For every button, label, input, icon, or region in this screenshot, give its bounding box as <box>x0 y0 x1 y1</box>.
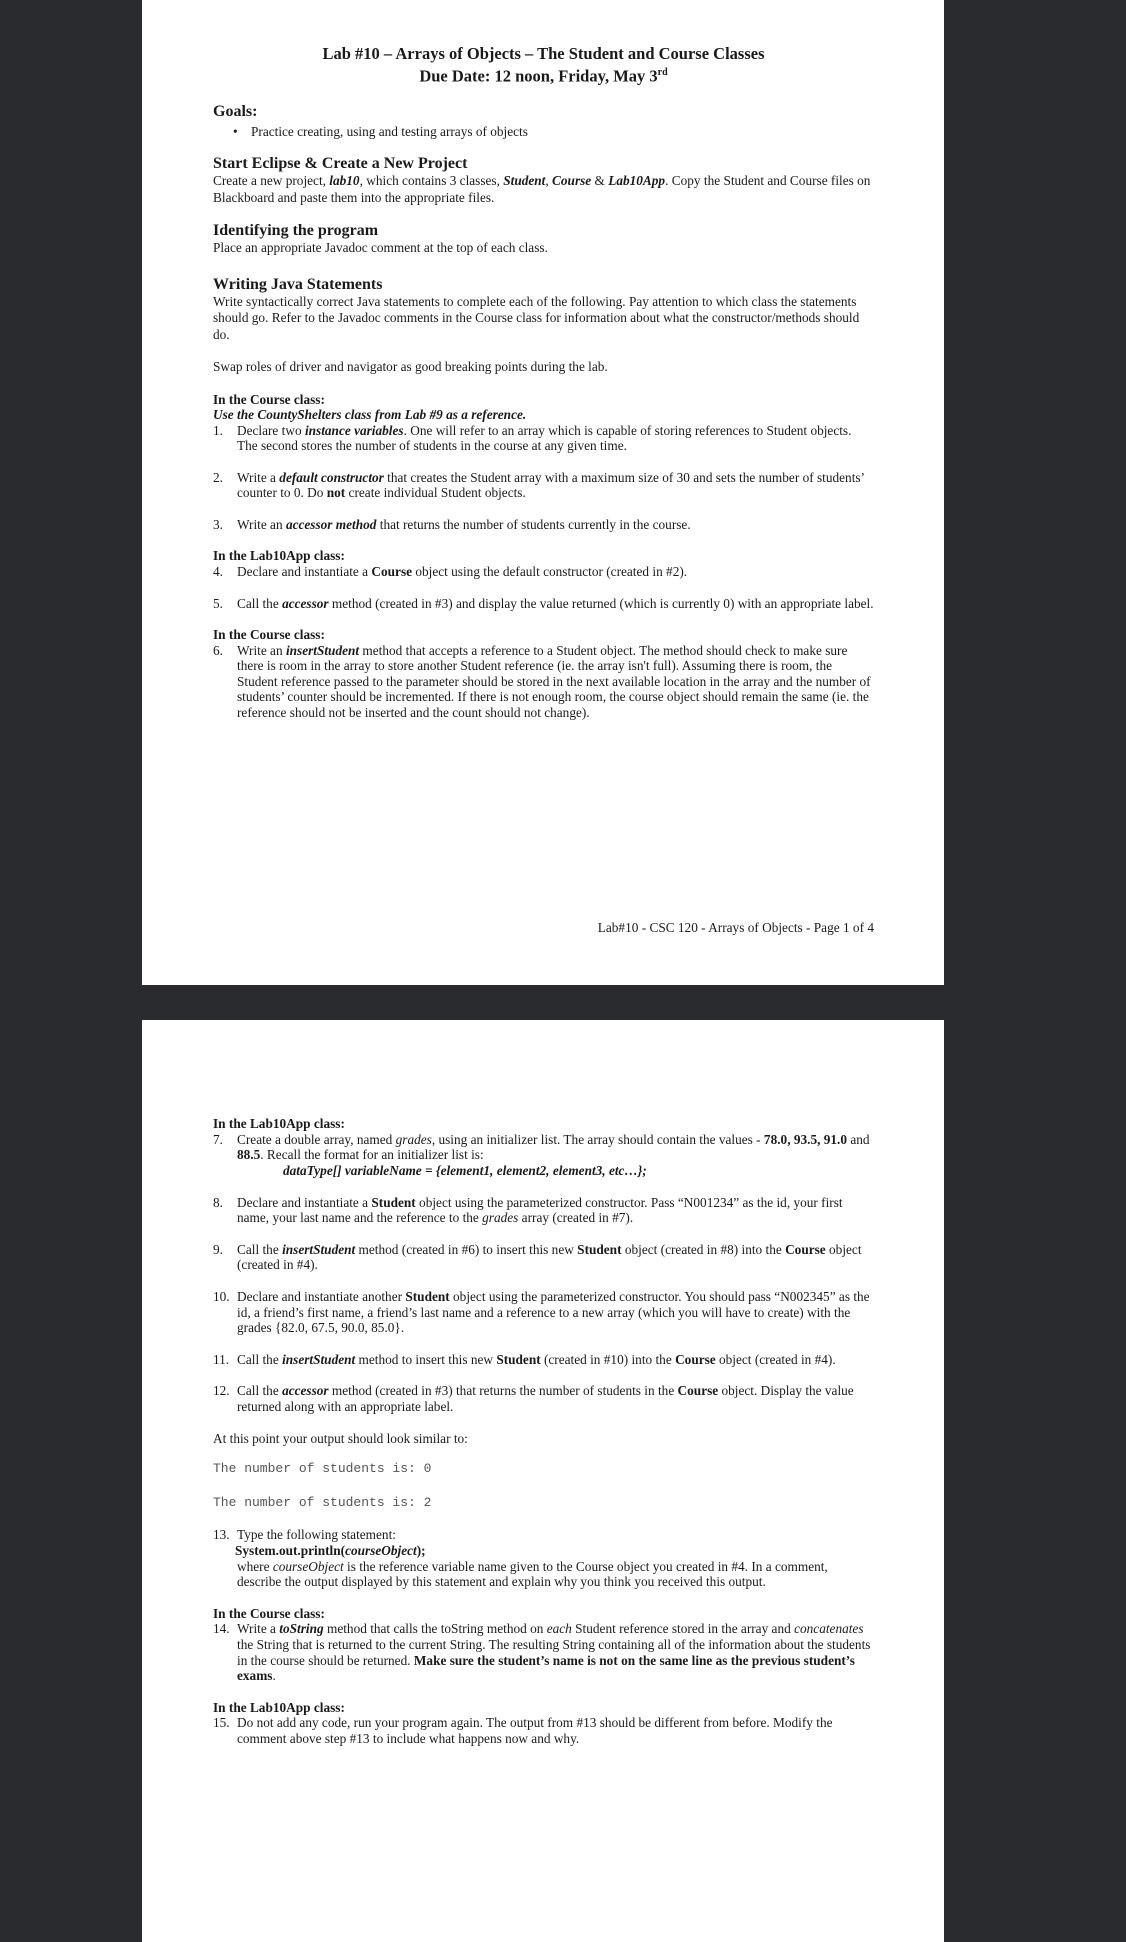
step-6: 6. Write an insertStudent method that accepts a reference to a Student object. The method should check to make sure there is room in the array to store another Student reference (ie. the array isn't full). Assuming there is room, the Student reference passed to the parameter should be stored in the next available location in the array and the number of students’ counter should be incremented. If there is not enough room, the course object should remain the same (ie. the reference should not be inserted and the count should not change). <box>213 642 871 721</box>
sample-output-2: The number of students is: 2 <box>213 1495 432 1511</box>
step-8: 8. Declare and instantiate a Student object using the parameterized constructor. Pass “N001234” as the id, your first name, your last name and the reference to the grades array (created in #7). <box>213 1194 843 1226</box>
document-page-1 <box>142 0 944 985</box>
step-15: 15. Do not add any code, run your program again. The output from #13 should be different from before. Modify the comment above step #13 to include what happens now and why. <box>213 1715 833 1746</box>
writing-section: Writing Java Statements Write syntactically correct Java statements to complete each of the following. Pay attention to which class the statements should go. Refer to the Javadoc comments in the Course class for information about what the constructor/methods should do. Swap roles of driver and navigator as good breaking points during the lab. <box>213 275 860 374</box>
goals-section <box>213 102 874 141</box>
page-footer: Lab#10 - CSC 120 - Arrays of Objects - Page 1 of 4 <box>597 920 874 935</box>
println-statement: System.out.println(courseObject); <box>235 1542 426 1558</box>
step-3: 3. Write an accessor method that returns the number of students currently in the course. <box>213 516 691 532</box>
identifying-section: Identifying the program Place an appropriate Javadoc comment at the top of each class. <box>213 222 548 255</box>
course-class-block-3: In the Course class: 14. Write a toString method that calls the toString method on each Student reference stored in the array and concatenates the String that is returned to the current String. The resulting String containing all of the information about the students in the course should be returned. Make sure the student’s name is not on the same line as the previous student’s exams. <box>213 1606 874 1684</box>
initializer-format: dataType[] variableName = {element1, element2, element3, etc…}; <box>283 1162 647 1178</box>
app-class-block-1: In the Lab10App class: 4. Declare and instantiate a Course object using the default constructor (created in #2). 5. Call the accessor method (created in #3) and display the value returned (which is currently 0) with an appropriate label. <box>213 548 874 611</box>
app-class-block-2: In the Lab10App class: 7. Create a double array, named grades, using an initializer list. The array should contain the values - 78.0, 93.5, 91.0 and 88.5. Recall the format for an initializer list is: dataType[] variableName = {element1, element2, element3, etc…}; 8. Declare and instantiate a Student object using the parameterized constructor. Pass “N001234” as the id, your first name, your last name and the reference to the grades array (created in #7). 9. Call the insertStudent method (created in #6) to insert this new Student object (created in #8) into the Course object (created in #4). 10. Declare and instantiate another Student object using the parameterized constructor. You should pass “N002345” as the id, a friend’s first name, a friend’s last name and a reference to a new array (which you will have to create) with the grades {82.0, 67.5, 90.0, 85.0}. 11. Call the insertStudent method to insert this new Student (created in #10) into the Course object (created in #4). 12. Call the accessor method (created in #3) that returns the number of students in the Course object. Display the value returned along with an appropriate label. At this point your output should look similar to: The number of students is: 0 The number of students is: 2 13. Type the following statement: System.out.println(courseObject); where courseObject is the reference variable name given to the Course object you created in #4. In a comment, describe the output displayed by this statement and explain why you think you received this output. <box>213 1116 874 1590</box>
step-4: 4. Declare and instantiate a Course object using the default constructor (created in #2). <box>213 563 688 579</box>
step-1: 1. Declare two instance variables. One will refer to an array which is capable of storing references to Student objects. The second stores the number of students in the course at any given time. <box>213 422 852 454</box>
course-class-block-1: In the Course class: Use the CountyShelters class from Lab #9 as a reference. 1. Declare two instance variables. One will refer to an array which is capable of storing references to Student objects. The second stores the number of students in the course at any given time. 2. Write a default constructor that creates the Student array with a maximum size of 30 and sets the number of students’ counter to 0. Do not create individual Student objects. 3. Write an accessor method that returns the number of students currently in the course. <box>213 392 874 533</box>
sample-output-1: The number of students is: 0 <box>213 1461 432 1477</box>
step-10: 10. Declare and instantiate another Student object using the parameterized constructor. You should pass “N002345” as the id, a friend’s first name, a friend’s last name and a reference to a new array (which you will have to create) with the grades {82.0, 67.5, 90.0, 85.0}. <box>213 1289 870 1336</box>
app-class-block-3: In the Lab10App class: 15. Do not add any code, run your program again. The output from #13 should be different from before. Modify the comment above step #13 to include what happens now and why. <box>213 1700 874 1747</box>
step-11: 11. Call the insertStudent method to insert this new Student (created in #10) into the Course object (created in #4). <box>213 1351 836 1367</box>
course-class-block-2: In the Course class: 6. Write an insertStudent method that accepts a reference to a Student object. The method should check to make sure there is room in the array to store another Student reference (ie. the array isn't full). Assuming there is room, the Student reference passed to the parameter should be stored in the next available location in the array and the number of students’ counter should be incremented. If there is not enough room, the course object should remain the same (ie. the reference should not be inserted and the count should not change). <box>213 627 874 720</box>
start-section: Start Eclipse & Create a New Project Create a new project, lab10, which contains 3 classes, Student, Course & Lab10App. Copy the Student and Course files on Blackboard and paste them into the appropriate files. <box>213 155 871 205</box>
step-9: 9. Call the insertStudent method (created in #6) to insert this new Student object (created in #8) into the Course object (created in #4). <box>213 1241 862 1273</box>
step-7: 7. Create a double array, named grades, using an initializer list. The array should contain the values - 78.0, 93.5, 91.0 and 88.5. Recall the format for an initializer list is: <box>213 1131 870 1163</box>
output-intro: At this point your output should look similar to: <box>213 1430 468 1446</box>
step-14: 14. Write a toString method that calls the toString method on each Student reference stored in the array and concatenates the String that is returned to the current String. The resulting String containing all of the information about the students in the course should be returned. Make sure the student’s name is not on the same line as the previous student’s exams. <box>213 1621 871 1684</box>
step-13: 13. Type the following statement: <box>213 1527 396 1543</box>
lab-title: Lab #10 – Arrays of Objects – The Student and Course Classes Due Date: 12 noon, Friday, May 3rd <box>322 44 765 86</box>
goals-item: • Practice creating, using and testing arrays of objects <box>251 124 874 141</box>
step-2: 2. Write a default constructor that creates the Student array with a maximum size of 30 and sets the number of students’ counter to 0. Do not create individual Student objects. <box>213 469 864 501</box>
document-page-2 <box>142 1020 944 1942</box>
step-5: 5. Call the accessor method (created in #3) and display the value returned (which is currently 0) with an appropriate label. <box>213 595 874 611</box>
goals-heading: Goals: <box>213 102 258 120</box>
step-12: 12. Call the accessor method (created in #3) that returns the number of students in the Course object. Display the value returned along with an appropriate label. <box>213 1383 854 1415</box>
